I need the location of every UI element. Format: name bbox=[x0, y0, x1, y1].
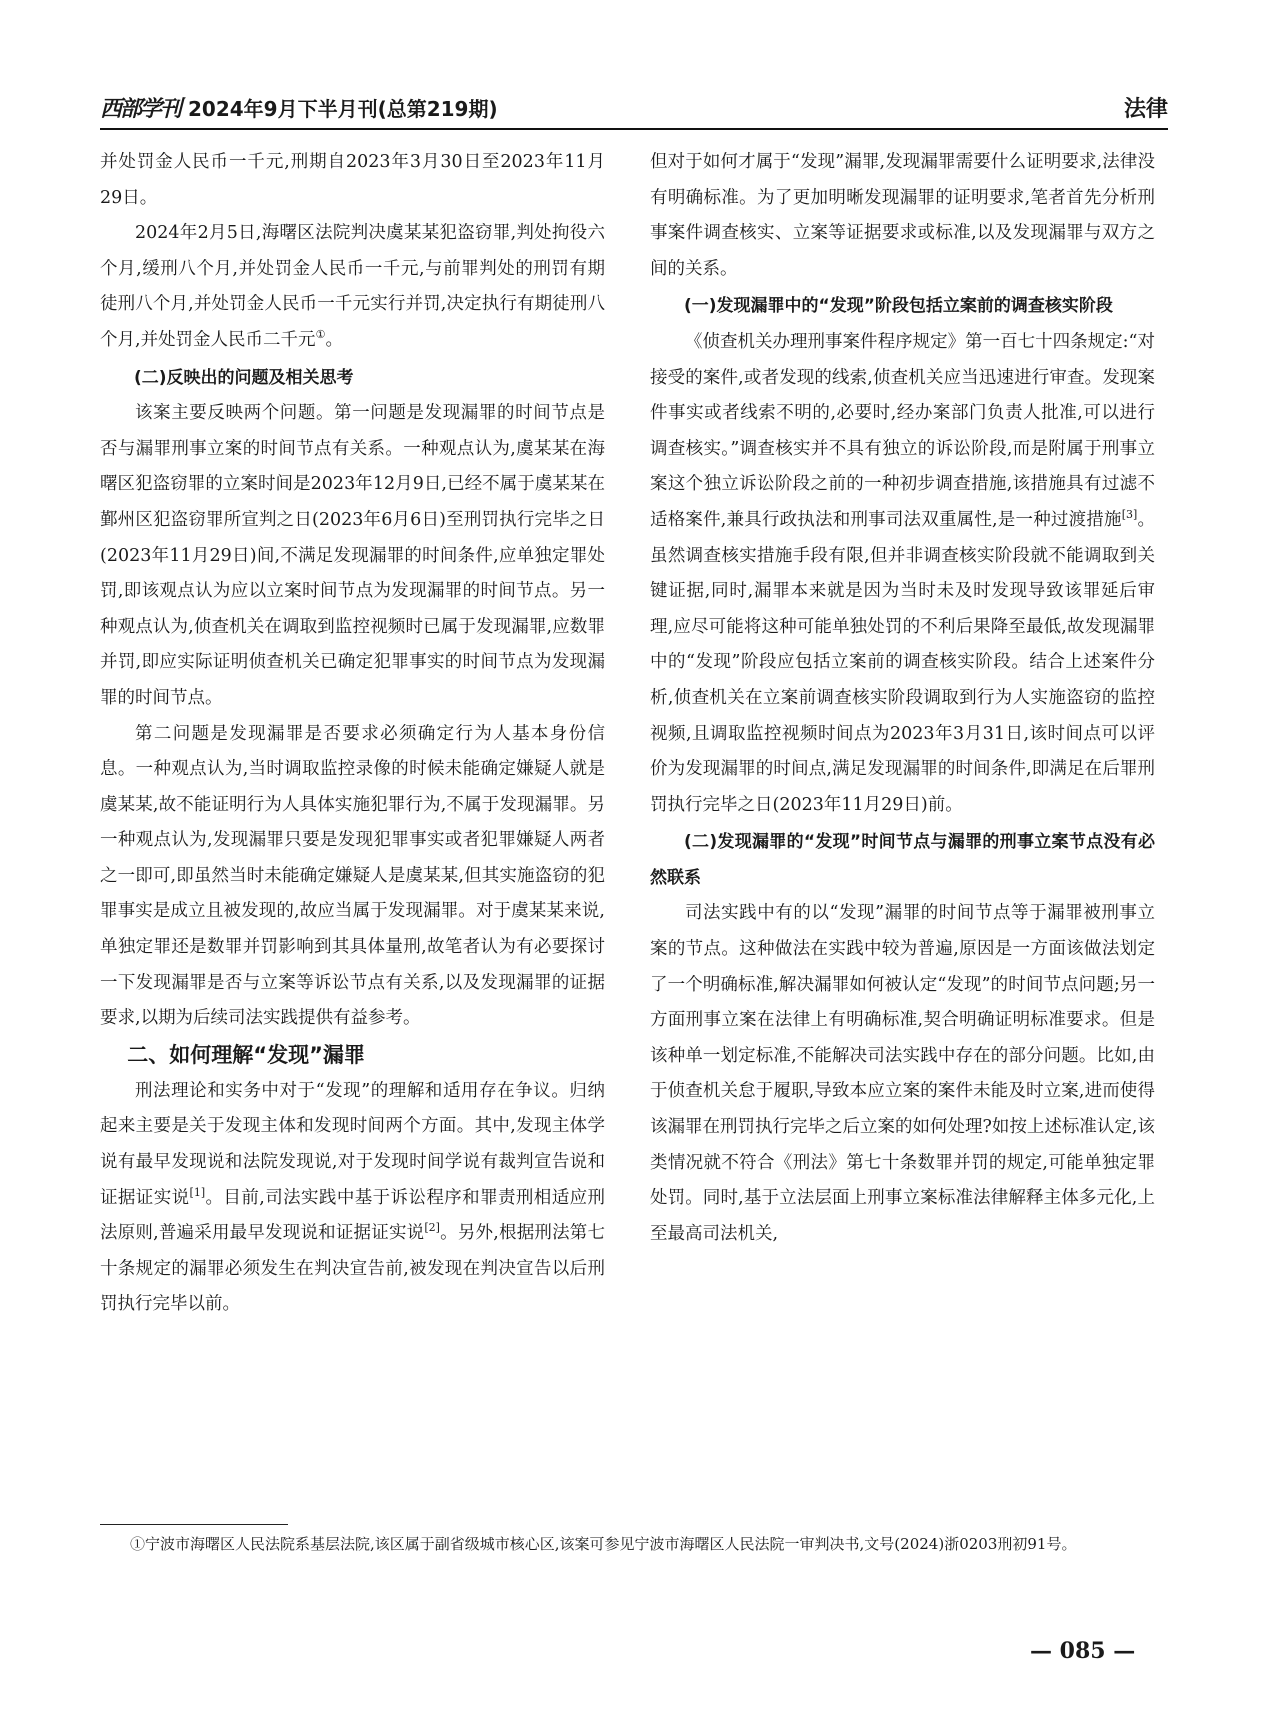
section-heading: 二、如何理解“发现”漏罪 bbox=[127, 1042, 365, 1067]
subsection-heading: (二)发现漏罪的“发现”时间节点与漏罪的刑事立案节点没有必然联系 bbox=[650, 832, 1155, 888]
issue-info: 2024年9月下半月刊(总第219期) bbox=[188, 97, 498, 121]
section-name: 法律 bbox=[1123, 97, 1168, 122]
page-number: — 085 — bbox=[1030, 1638, 1136, 1664]
left-column bbox=[100, 145, 605, 1323]
footnote-marker[interactable]: ① bbox=[315, 328, 326, 342]
paragraph: 但对于如何才属于“发现”漏罪,发现漏罪需要什么证明要求,法律没有明确标准。为了更加明晰发现漏罪的证明要求,笔者首先分析刑事案件调查核实、立案等证据要求或标准,以及发现漏罪与双方之间的关系。 bbox=[650, 152, 1155, 279]
footnote: ①宁波市海曙区人民法院系基层法院,该区属于副省级城市核心区,该案可参见宁波市海曙区人民法院一审判决书,文号(2024)浙0203刑初91号。 bbox=[130, 1535, 1077, 1553]
paragraph: 2024年2月5日,海曙区法院判决虞某某犯盗窃罪,判处拘役六个月,缓刑八个月,并处罚金人民币一千元,与前罪判处的刑罚有期徒刑八个月,并处罚金人民币一千元实行并罚,决定执行有期徒刑八个月,并处罚金人民币二千元①。 bbox=[100, 223, 605, 350]
paragraph: 并处罚金人民币一千元,刑期自2023年3月30日至2023年11月29日。 bbox=[100, 152, 605, 208]
paragraph: 《侦查机关办理刑事案件程序规定》第一百七十四条规定:“对接受的案件,或者发现的线索,侦查机关应当迅速进行审查。发现案件事实或者线索不明的,必要时,经办案部门负责人批准,可以进行调查核实。”调查核实并不具有独立的诉讼阶段,而是附属于刑事立案这个独立诉讼阶段之前的一种初步调查措施,该措施具有过滤不适格案件,兼具行政执法和刑事司法双重属性,是一种过渡措施[3]。虽然调查核实措施手段有限,但并非调查核实阶段就不能调取到关键证据,同时,漏罪本来就是因为当时未及时发现导致该罪延后审理,应尽可能将这种可能单独处罚的不利后果降至最低,故发现漏罪中的“发现”阶段应包括立案前的调查核实阶段。结合上述案件分析,侦查机关在立案前调查核实阶段调取到行为人实施盗窃的监控视频,且调取监控视频时间点为2023年3月31日,该时间点可以评价为发现漏罪的时间点,满足发现漏罪的时间条件,即满足在后罪刑罚执行完毕之日(2023年11月29日)前。 bbox=[650, 331, 1156, 815]
paragraph: 司法实践中有的以“发现”漏罪的时间节点等于漏罪被刑事立案的节点。这种做法在实践中较为普遍,原因是一方面该做法划定了一个明确标准,解决漏罪如何被认定“发现”的时间节点问题;另一方面刑事立案在法律上有明确标准,契合明确证明标准要求。但是该种单一划定标准,不能解决司法实践中存在的部分问题。比如,由于侦查机关怠于履职,导致本应立案的案件未能及时立案,进而使得该漏罪在刑罚执行完毕之后立案的如何处理?如按上述标准认定,该类情况就不符合《刑法》第七十条数罪并罚的规定,可能单独定罪处罚。同时,基于立法层面上刑事立案标准法律解释主体多元化,上至最高司法机关, bbox=[650, 903, 1155, 1244]
running-header bbox=[100, 92, 1168, 126]
paragraph: 刑法理论和实务中对于“发现”的理解和适用存在争议。归纳起来主要是关于发现主体和发现时间两个方面。其中,发现主体学说有最早发现说和法院发现说,对于发现时间学说有裁判宣告说和证据证实说[1]。目前,司法实践中基于诉讼程序和罪责刑相适应刑法原则,普遍采用最早发现说和证据证实说[2]。另外,根据刑法第七十条规定的漏罪必须发生在判决宣告前,被发现在判决宣告以后刑罚执行完毕以前。 bbox=[100, 1080, 606, 1315]
journal-logo: 西部学刊 bbox=[100, 96, 181, 122]
subsection-heading: (二)反映出的问题及相关思考 bbox=[134, 367, 354, 388]
footnote-rule bbox=[100, 1524, 288, 1525]
right-column bbox=[650, 145, 1155, 1252]
citation-ref[interactable]: [2] bbox=[424, 1221, 440, 1235]
paragraph: 该案主要反映两个问题。第一问题是发现漏罪的时间节点是否与漏罪刑事立案的时间节点有关系。一种观点认为,虞某某在海曙区犯盗窃罪的立案时间是2023年12月9日,已经不属于虞某某在鄞州区犯盗窃罪所宣判之日(2023年6月6日)至刑罚执行完毕之日(2023年11月29日)间,不满足发现漏罪的时间条件,应单独定罪处罚,即该观点认为应以立案时间节点为发现漏罪的时间节点。另一种观点认为,侦查机关在调取到监控视频时已属于发现漏罪,应数罪并罚,即应实际证明侦查机关已确定犯罪事实的时间节点为发现漏罪的时间节点。 bbox=[100, 403, 605, 708]
subsection-heading: (一)发现漏罪中的“发现”阶段包括立案前的调查核实阶段 bbox=[684, 296, 1113, 317]
paragraph: 第二问题是发现漏罪是否要求必须确定行为人基本身份信息。一种观点认为,当时调取监控录像的时候未能确定嫌疑人就是虞某某,故不能证明行为人具体实施犯罪行为,不属于发现漏罪。另一种观点认为,发现漏罪只要是发现犯罪事实或者犯罪嫌疑人两者之一即可,即虽然当时未能确定嫌疑人是虞某某,但其实施盗窃的犯罪事实是成立且被发现的,故应当属于发现漏罪。对于虞某某来说,单独定罪还是数罪并罚影响到其具体量刑,故笔者认为有必要探讨一下发现漏罪是否与立案等诉讼节点有关系,以及发现漏罪的证据要求,以期为后续司法实践提供有益参考。 bbox=[100, 723, 605, 1029]
citation-ref[interactable]: [3] bbox=[1121, 508, 1138, 522]
header-rule bbox=[100, 128, 1168, 130]
citation-ref[interactable]: [1] bbox=[189, 1185, 206, 1199]
